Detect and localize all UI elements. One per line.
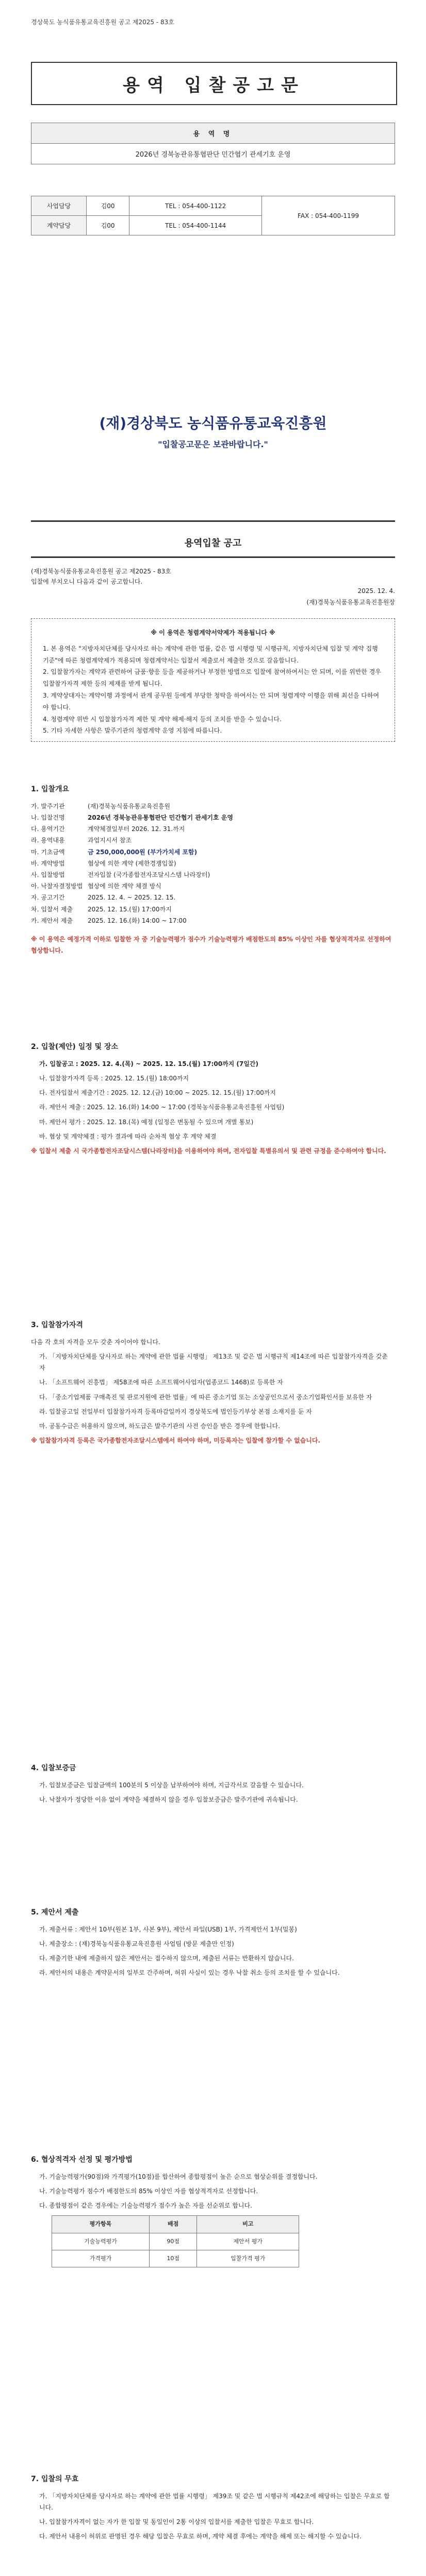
info-key: 자. 공고기간 [31, 894, 65, 902]
table-cell: 가격평가 [52, 2250, 150, 2267]
evaluation-line: 가. 기술능력평가(90점)와 가격평가(10점)를 합산하여 종합평점이 높은 순으로 협상순위를 결정합니다. [39, 2173, 318, 2180]
section-deposit [31, 1762, 395, 1808]
notice-heading: 용역입찰 공고 [184, 538, 242, 549]
section-overview [31, 783, 395, 959]
info-key: 차. 입찰서 제출 [31, 905, 73, 913]
notice-intro: 입찰에 부치오니 다음과 같이 공고합니다. [31, 578, 143, 585]
info-key: 라. 용역내용 [31, 837, 65, 844]
info-value: 2025. 12. 15.(월) 17:00까지 [88, 905, 172, 913]
contact-table [31, 196, 395, 235]
section-evaluation [31, 2154, 395, 2272]
section-title: 7. 입찰의 무효 [31, 2475, 79, 2483]
table-header: 평가항목 [52, 2216, 150, 2233]
table-row [52, 2250, 299, 2267]
info-key: 다. 용역기간 [31, 825, 65, 833]
service-name: 2026년 경북농관유통협판단 민간협기 관세기호 운영 [31, 144, 395, 164]
table-row [52, 2233, 299, 2250]
title-box [31, 62, 397, 105]
integrity-box-head: ※ 이 용역은 청렴계약서약제가 적용됩니다 ※ [151, 629, 275, 636]
page-title: 용역 입찰공고문 [123, 75, 305, 96]
schedule-line: 가. 입찰공고 : 2025. 12. 4.(목) ~ 2025. 12. 15.(월) 17:00까지 (7일간) [39, 1060, 258, 1067]
divider [31, 556, 395, 558]
evaluation-table [52, 2215, 299, 2267]
schedule-line: 마. 제안서 평가 : 2025. 12. 18.(목) 예정 (일정은 변동될 수 있으며 개별 통보) [39, 1118, 254, 1126]
eligibility-item: 가. 「지방자치단체를 당사자로 하는 계약에 관한 법률 시행령」 제13조 및 같은 법 시행규칙 제14조에 따른 입찰참가자격을 갖춘 자 [39, 1353, 388, 1372]
evaluation-line: 나. 기술능력평가 점수가 배점한도의 85% 이상인 자를 협상적격자로 선정합니다. [39, 2188, 258, 2195]
info-key: 바. 계약방법 [31, 859, 65, 867]
eligibility-item: 다. 「중소기업제품 구매촉진 및 판로지원에 관한 법률」에 따른 중소기업 또는 소상공인으로서 중소기업확인서를 보유한 자 [39, 1393, 372, 1401]
info-key: 카. 제안서 제출 [31, 917, 73, 924]
submission-line: 라. 제안서의 내용은 계약문서의 일부로 간주하며, 허위 사실이 있는 경우 낙찰 취소 등의 조치를 할 수 있습니다. [39, 1969, 340, 1977]
schedule-line: 바. 협상 및 계약체결 : 평가 결과에 따라 순차적 협상 후 계약 체결 [39, 1132, 217, 1140]
section-title: 6. 협상적격자 선정 및 평가방법 [31, 2156, 133, 2164]
contact-fax: FAX : 054-400-1199 [262, 196, 395, 235]
submission-line: 가. 제출서류 : 제안서 10부(원본 1부, 사본 9부), 제안서 파일(USB) 1부, 가격제안서 1부(밀봉) [39, 1925, 297, 1933]
info-value: (재)경북농식품유통교육진흥원 [88, 802, 171, 810]
service-head: 용 역 명 [31, 123, 395, 144]
schedule-line: 라. 제안서 제출 : 2025. 12. 16.(화) 14:00 ~ 17:00 (경북농식품유통교육진흥원 사업팀) [39, 1104, 285, 1111]
invalid-line: 나. 입찰참가자격이 없는 자가 한 입찰 및 동일인이 2통 이상의 입찰서를 제출한 입찰은 무효로 합니다. [39, 2518, 314, 2526]
integrity-box [31, 618, 395, 742]
eligibility-intro: 다음 각 호의 자격을 모두 갖춘 자이어야 합니다. [31, 1338, 160, 1346]
contact-role: 사업담당 [31, 196, 87, 216]
eligibility-note: ※ 입찰참가자격 등록은 국가종합전자조달시스템에서 하여야 하며, 미등록자는 입찰에 참가할 수 없습니다. [31, 1437, 321, 1445]
contact-name: 김00 [87, 196, 129, 216]
section-title: 4. 입찰보증금 [31, 1764, 76, 1772]
section-schedule [31, 1041, 395, 1160]
schedule-note: ※ 입찰서 제출 시 국가종합전자조달시스템(나라장터)을 이용하여야 하며, 전자입찰 특별유의서 및 관련 규정을 준수하여야 합니다. [31, 1147, 386, 1155]
section-title: 1. 입찰개요 [31, 785, 70, 793]
info-value: 과업지시서 참조 [88, 837, 132, 844]
submission-line: 나. 제출장소 : (재)경북농식품유통교육진흥원 사업팀 (방문 제출만 인정) [39, 1940, 234, 1948]
info-key: 사. 입찰방법 [31, 871, 65, 879]
section-invalid [31, 2473, 395, 2546]
section-title: 5. 제안서 제출 [31, 1908, 79, 1917]
eligibility-item: 라. 입찰공고일 전일부터 입찰참가자격 등록마감일까지 경상북도에 법인등기부상 본점 소재지를 둔 자 [39, 1408, 312, 1415]
notice-number: (재)경북농식품유통교육진흥원 공고 제2025 - 83호 [31, 568, 171, 575]
section-submission [31, 1906, 395, 1982]
org-subtitle: "입찰공고문은 보관바랍니다." [158, 439, 268, 449]
box-line: 2. 입찰참가자는 계약과 관련하여 금품·향응 등을 제공하거나 부정한 방법으로 입찰에 참여하여서는 안 되며, 이를 위반한 경우 입찰참가자격 제한 등의 제재를 받게 됩니다. [43, 668, 381, 688]
evaluation-line: 다. 종합평점이 같은 경우에는 기술능력평가 점수가 높은 자를 선순위로 합니다. [39, 2202, 252, 2210]
box-line: 4. 청렴계약 위반 시 입찰참가자격 제한 및 계약 해제·해지 등의 조치를 받을 수 있습니다. [43, 715, 282, 723]
schedule-line: 다. 전자입찰서 제출기간 : 2025. 12. 12.(금) 10:00 ~ 2025. 12. 15.(월) 17:00까지 [39, 1089, 276, 1097]
info-key: 아. 낙찰자결정방법 [31, 883, 83, 890]
org-title: (재)경상북도 농식품유통교육진흥원 [99, 415, 327, 432]
contact-role: 계약담당 [31, 216, 87, 235]
section-eligibility [31, 1319, 395, 1449]
notice-date: 2025. 12. 4. [357, 587, 395, 595]
info-key: 가. 발주기관 [31, 802, 65, 810]
notice-issuer: (재)경북농식품유통교육진흥원장 [306, 599, 395, 606]
table-cell: 10점 [149, 2250, 197, 2267]
invalid-line: 다. 제안서 내용이 허위로 판명된 경우 해당 입찰은 무효로 하며, 계약 체결 후에는 계약을 해제 또는 해지할 수 있습니다. [39, 2533, 362, 2540]
box-line: 5. 기타 자세한 사항은 발주기관의 청렴계약 운영 지침에 따릅니다. [43, 727, 222, 735]
box-line: 3. 계약상대자는 계약이행 과정에서 관계 공무원 등에게 부당한 청탁을 하여서는 안 되며 청렴계약 이행을 위해 최선을 다하여야 합니다. [43, 691, 380, 711]
service-table [31, 123, 395, 164]
red-note: ※ 이 용역은 예정가격 이하로 입찰한 자 중 기술능력평가 점수가 기술능력평가 배점한도의 85% 이상인 자를 협상적격자로 선정하여 협상합니다. [31, 935, 391, 955]
box-line: 1. 본 용역은 "지방자치단체를 당사자로 하는 계약에 관한 법률, 같은 법 시행령 및 시행규칙, 지방자치단체 입찰 및 계약 집행기준"에 따른 청렴계약제가 적용되며 청렴계약서는 입찰서 제출로서 제출한 것으로 갈음합니다. [43, 645, 378, 664]
eligibility-item: 나. 「소프트웨어 진흥법」 제58조에 따른 소프트웨어사업자(업종코드 1468)로 등록한 자 [39, 1379, 283, 1386]
info-value: 2025. 12. 16.(화) 14:00 ~ 17:00 [88, 917, 187, 924]
info-key: 나. 입찰건명 [31, 814, 65, 822]
info-value: 전자입찰 (국가종합전자조달시스템 나라장터) [88, 871, 210, 879]
deposit-line: 가. 입찰보증금은 입찰금액의 100분의 5 이상을 납부하여야 하며, 지급각서로 갈음할 수 있습니다. [39, 1781, 304, 1789]
info-value: 금 250,000,000원 (부가가치세 포함) [88, 848, 198, 856]
info-value: 협상에 의한 계약 (제한경쟁입찰) [88, 859, 176, 867]
info-value: 계약체결일부터 2026. 12. 31.까지 [88, 825, 185, 833]
table-cell: 90점 [149, 2233, 197, 2250]
section-title: 3. 입찰참가자격 [31, 1321, 84, 1329]
info-value: 협상에 의한 계약 체결 방식 [88, 883, 161, 890]
table-cell: 제안서 평가 [197, 2233, 299, 2250]
deposit-line: 나. 낙찰자가 정당한 이유 없이 계약을 체결하지 않을 경우 입찰보증금은 발주기관에 귀속됩니다. [39, 1796, 298, 1804]
divider [31, 520, 395, 522]
header-note: 경상북도 농식품유통교육진흥원 공고 제2025 - 83호 [31, 19, 174, 26]
contact-tel: TEL : 054-400-1144 [129, 216, 262, 235]
schedule-line: 나. 입찰참가자격 등록 : 2025. 12. 15.(월) 18:00까지 [39, 1075, 189, 1082]
contact-name: 김00 [87, 216, 129, 235]
table-cell: 입찰가격 평가 [197, 2250, 299, 2267]
info-value: 2025. 12. 4. ~ 2025. 12. 15. [88, 894, 176, 902]
section-title: 2. 입찰(제안) 일정 및 장소 [31, 1043, 119, 1051]
submission-line: 다. 제출기한 내에 제출하지 않은 제안서는 접수하지 않으며, 제출된 서류는 반환하지 않습니다. [39, 1955, 294, 1962]
info-value: 2026년 경북농관유통협판단 민간협기 관세기호 운영 [88, 814, 233, 822]
invalid-line: 가. 「지방자치단체를 당사자로 하는 계약에 관한 법률 시행령」 제39조 및 같은 법 시행규칙 제42조에 해당하는 입찰은 무효로 합니다. [39, 2492, 390, 2512]
table-cell: 기술능력평가 [52, 2233, 150, 2250]
table-header: 배점 [149, 2216, 197, 2233]
eligibility-item: 마. 공동수급은 허용하지 않으며, 하도급은 발주기관의 사전 승인을 받은 경우에 한합니다. [39, 1422, 280, 1430]
info-key: 마. 기초금액 [31, 848, 65, 856]
contact-tel: TEL : 054-400-1122 [129, 196, 262, 216]
table-header: 비고 [197, 2216, 299, 2233]
